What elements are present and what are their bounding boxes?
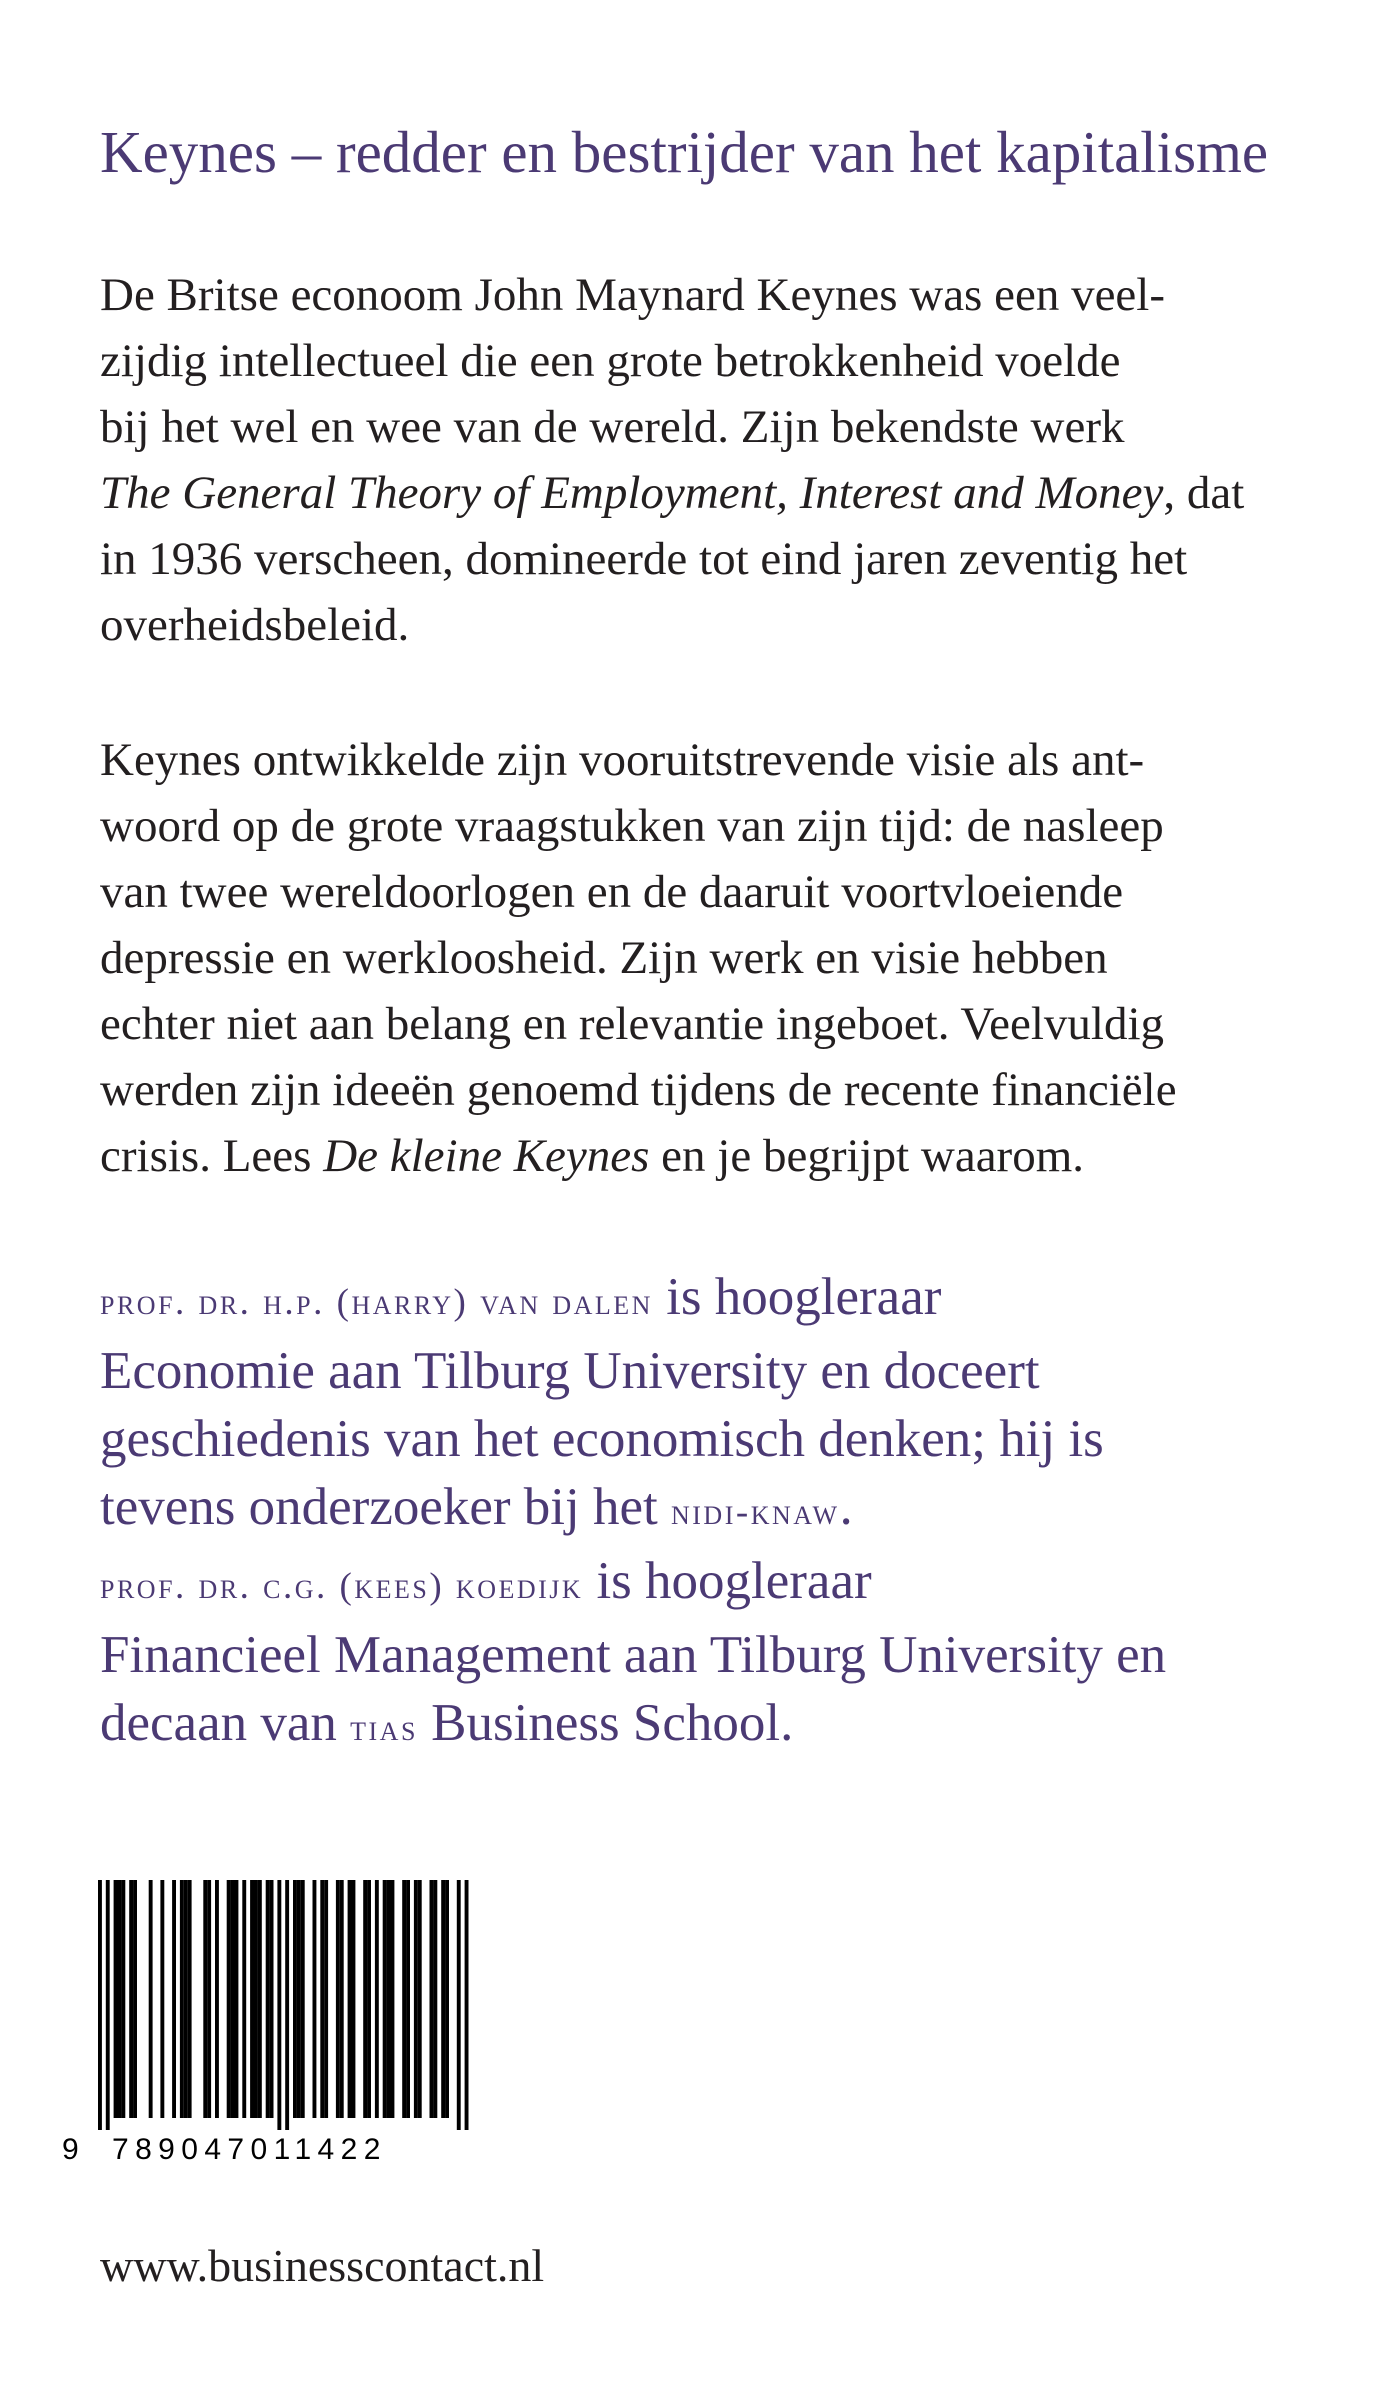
publisher-website: www.businesscontact.nl — [100, 2240, 545, 2291]
barcode-bar — [188, 1880, 192, 2118]
barcode-bar — [266, 1880, 270, 2118]
author-line: Financieel Management aan Tilburg University en — [100, 1626, 1167, 1684]
text-line: depressie en werkloosheid. Zijn werk en visie hebben — [100, 932, 1108, 984]
text-line: woord op de grote vraagstukken van zijn tijd: de nasleep — [100, 800, 1164, 852]
barcode-bar — [445, 1880, 449, 2118]
barcode-bar — [375, 1880, 379, 2118]
barcode-bar — [402, 1880, 406, 2118]
text-line: werden zijn ideeën genoemd tijdens de recente financiële — [100, 1064, 1177, 1116]
barcode-bar — [203, 1880, 207, 2118]
barcode-bar — [352, 1880, 356, 2118]
barcode-bar — [363, 1880, 367, 2118]
barcode-bar — [231, 1880, 235, 2118]
barcode-bar — [433, 1880, 437, 2118]
barcode-bar — [121, 1880, 125, 2118]
barcode-bar — [227, 1880, 231, 2118]
vision-paragraph — [100, 727, 1330, 1189]
cover-tagline: Keynes – redder en bestrijder van het kapitalisme — [100, 119, 1269, 185]
barcode-bar — [441, 1880, 445, 2118]
text-line: van twee wereldoorlogen en de daaruit voortvloeiende — [100, 866, 1124, 918]
barcode-bar — [297, 1880, 301, 2118]
barcode-bar — [133, 1880, 137, 2118]
barcode-bar — [336, 1880, 340, 2118]
author-bios — [100, 1263, 1330, 1763]
text-line: echter niet aan belang en relevantie ingeboet. Veelvuldig — [100, 998, 1165, 1050]
book-title-general-theory: The General Theory of Employment, Interest and Money — [100, 467, 1164, 519]
text-line: De Britse econoom John Maynard Keynes was een veel- — [100, 269, 1166, 321]
barcode-bar — [320, 1880, 324, 2118]
barcode-bar — [160, 1880, 164, 2118]
barcode-guard-bar — [106, 1880, 110, 2130]
institute-abbr: nidi-knaw — [671, 1492, 840, 1533]
barcode-bar — [250, 1880, 254, 2118]
school-abbr: tias — [350, 1708, 418, 1749]
barcode-bar — [270, 1880, 274, 2118]
barcode-bar — [301, 1880, 305, 2118]
barcode-first-digit: 9 — [62, 2133, 85, 2166]
barcode-guard-bar — [465, 1880, 469, 2130]
author-line: decaan van tias Business School. — [100, 1694, 794, 1752]
barcode-bar — [367, 1880, 371, 2118]
text-line: bij het wel en wee van de wereld. Zijn bekendste werk — [100, 401, 1125, 453]
barcode-bar — [184, 1880, 188, 2118]
barcode-bar — [414, 1880, 418, 2118]
text-line: in 1936 verscheen, domineerde tot eind jaren zeventig het — [100, 533, 1188, 585]
barcode-bar — [348, 1880, 352, 2118]
barcode-bar — [180, 1880, 184, 2118]
barcode-bar — [391, 1880, 395, 2118]
text-line: zijdig intellectueel die een grote betrokkenheid voelde — [100, 335, 1121, 387]
text-line: overheidsbeleid. — [100, 599, 410, 651]
barcode-bar — [118, 1880, 122, 2118]
barcode-bar — [406, 1880, 410, 2118]
text-line: crisis. Lees De kleine Keynes en je begrijpt waarom. — [100, 1130, 1085, 1182]
barcode-bars — [62, 1880, 482, 2130]
barcode-bar — [340, 1880, 344, 2118]
barcode-guard-bar — [98, 1880, 102, 2130]
text-line: Keynes ontwikkelde zijn vooruitstrevende visie als ant- — [100, 734, 1145, 786]
intro-paragraph — [100, 262, 1330, 658]
author-line: prof. dr. h.p. (harry) van dalen is hoogleraar — [100, 1268, 942, 1326]
barcode-bar — [215, 1880, 219, 2118]
author-line: prof. dr. c.g. (kees) koedijk is hoogleraar — [100, 1552, 872, 1610]
barcode-bar — [293, 1880, 297, 2118]
barcode-bar — [383, 1880, 387, 2118]
text-line: The General Theory of Employment, Interest and Money, dat — [100, 467, 1245, 519]
barcode-guard-bar — [277, 1880, 281, 2130]
barcode-bar — [254, 1880, 258, 2118]
barcode-bar — [149, 1880, 153, 2118]
author-line: tevens onderzoeker bij het nidi-knaw. — [100, 1478, 853, 1536]
barcode-bar — [313, 1880, 317, 2118]
isbn-barcode — [62, 1880, 482, 2180]
author-name-van-dalen: prof. dr. h.p. (harry) van dalen — [100, 1282, 653, 1323]
barcode-guard-bar — [285, 1880, 289, 2130]
barcode-bar — [324, 1880, 328, 2118]
book-title-de-kleine-keynes: De kleine Keynes — [323, 1130, 650, 1182]
barcode-bar — [430, 1880, 434, 2118]
author-line: Economie aan Tilburg University en doceert — [100, 1342, 1040, 1400]
barcode-guard-bar — [457, 1880, 461, 2130]
barcode-bar — [172, 1880, 176, 2118]
barcode-bar — [418, 1880, 422, 2118]
barcode-bar — [207, 1880, 211, 2118]
barcode-bar — [258, 1880, 262, 2118]
author-name-koedijk: prof. dr. c.g. (kees) koedijk — [100, 1566, 584, 1607]
barcode-digits: 789047011422 — [112, 2133, 387, 2166]
barcode-bar — [129, 1880, 133, 2118]
barcode-bar — [114, 1880, 118, 2118]
author-line: geschiedenis van het economisch denken; hij is — [100, 1410, 1104, 1468]
barcode-bar — [235, 1880, 239, 2118]
barcode-bar — [387, 1880, 391, 2118]
barcode-bar — [242, 1880, 246, 2118]
